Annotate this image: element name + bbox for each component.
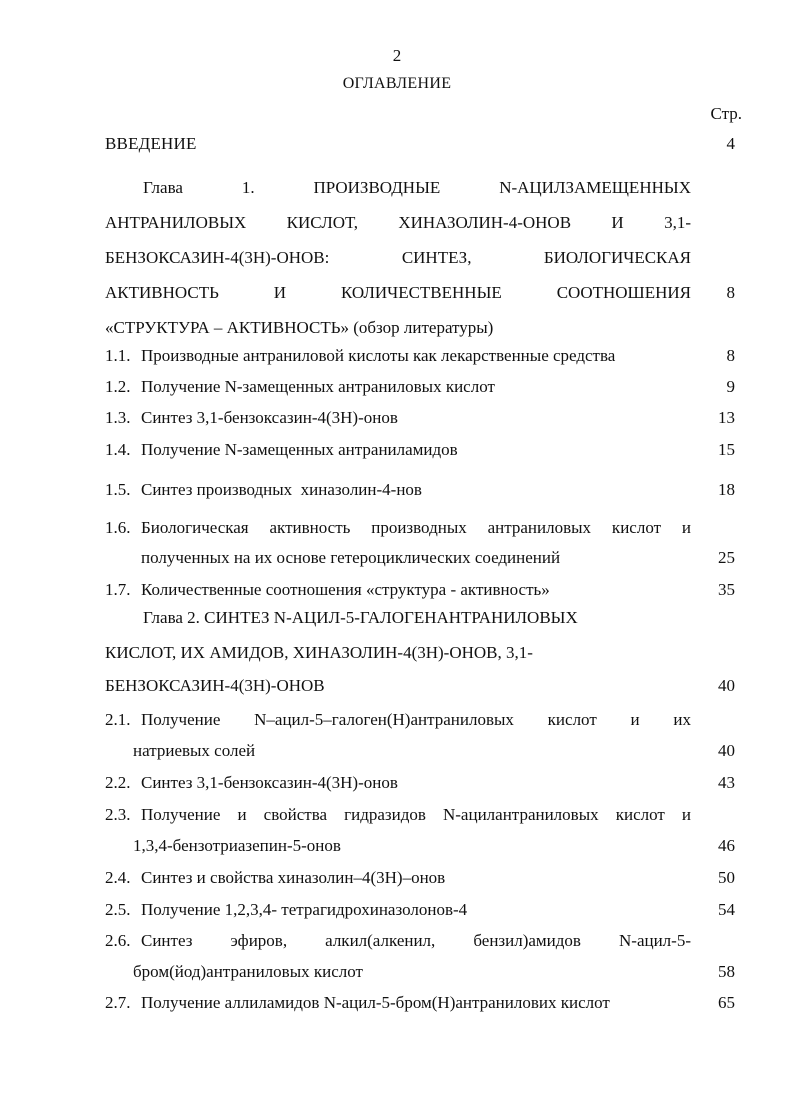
- section-title: Синтез 3,1-бензоксазин-4(3Н)-онов: [141, 773, 398, 792]
- toc-entry-page: 18: [718, 480, 735, 499]
- toc-entry-page: 13: [718, 408, 735, 427]
- word: СИНТЕЗ,: [401, 248, 472, 267]
- word: КОЛИЧЕСТВЕННЫЕ: [341, 283, 502, 302]
- toc-entry-page: 58: [718, 962, 735, 981]
- section-number: 1.6.: [105, 518, 131, 537]
- section-title: Производные антраниловой кислоты как лекарственные средства: [141, 346, 616, 365]
- toc-entry-page: 8: [726, 283, 735, 302]
- toc-entry-page: 46: [718, 836, 735, 855]
- section-title: Получение N-замещенных антраниламидов: [141, 440, 458, 459]
- section-number: 2.2.: [105, 773, 131, 792]
- word: 1.: [241, 178, 255, 197]
- word: БИОЛОГИЧЕСКАЯ: [543, 248, 691, 267]
- section-title: Получение N–ацил-5–галоген(Н)антраниловых кислот и их: [141, 710, 691, 729]
- chapter-2-line-3: БЕНЗОКСАЗИН-4(3Н)-ОНОВ: [105, 676, 325, 695]
- section-number: 1.2.: [105, 377, 131, 396]
- section-title: Получение аллиламидов N-ацил-5-бром(Н)антранилових кислот: [141, 993, 610, 1012]
- chapter-1-line-4: [105, 283, 691, 303]
- toc-entry-page: 40: [718, 676, 735, 695]
- word: И: [273, 283, 287, 302]
- section-title: Биологическая активность производных антраниловых кислот и: [141, 518, 691, 537]
- word: КИСЛОТ,: [286, 213, 358, 232]
- section-title: Синтез производных хиназолин-4-нов: [141, 480, 422, 499]
- chapter-1-line-3: [105, 248, 691, 268]
- section-number: 2.3.: [105, 805, 131, 824]
- word: АНТРАНИЛОВЫХ: [105, 213, 247, 232]
- word: ПРОИЗВОДНЫЕ: [313, 178, 441, 197]
- toc-entry-page: 43: [718, 773, 735, 792]
- section-number: 2.7.: [105, 993, 131, 1012]
- section-number: 1.7.: [105, 580, 131, 599]
- chapter-1-line-1: [143, 178, 691, 198]
- toc-entry-page: 54: [718, 900, 735, 919]
- word: БЕНЗОКСАЗИН-4(3Н)-ОНОВ:: [105, 248, 330, 267]
- section-title: Количественные соотношения «структура - активность»: [141, 580, 550, 599]
- section-title: Синтез эфиров, алкил(алкенил, бензил)амидов N-ацил-5-: [141, 931, 691, 950]
- section-title: Получение N-замещенных антраниловых кислот: [141, 377, 495, 396]
- section-number: 2.4.: [105, 868, 131, 887]
- section-number: 1.3.: [105, 408, 131, 427]
- word: 3,1-: [664, 213, 691, 232]
- section-title: Получение 1,2,3,4- тетрагидрохиназолонов-4: [141, 900, 468, 919]
- toc-entry-page: 9: [726, 377, 735, 396]
- toc-entry-page: 50: [718, 868, 735, 887]
- toc-entry-title: ВВЕДЕНИЕ: [105, 134, 197, 153]
- word: N-АЦИЛЗАМЕЩЕННЫХ: [499, 178, 691, 197]
- toc-entry-page: 40: [718, 741, 735, 760]
- toc-entry-page: 25: [718, 548, 735, 567]
- word: СООТНОШЕНИЯ: [556, 283, 691, 302]
- section-title-continued: натриевых солей: [133, 741, 256, 760]
- word: АКТИВНОСТЬ: [105, 283, 219, 302]
- toc-entry-page: 65: [718, 993, 735, 1012]
- section-title: Синтез 3,1-бензоксазин-4(3Н)-онов: [141, 408, 398, 427]
- section-title-continued: 1,3,4-бензотриазепин-5-онов: [133, 836, 341, 855]
- section-title: Синтез и свойства хиназолин–4(3Н)–онов: [141, 868, 446, 887]
- section-title-continued: полученных на их основе гетероциклических соединений: [141, 548, 561, 567]
- toc-entry-page: 35: [718, 580, 735, 599]
- section-number: 2.6.: [105, 931, 131, 950]
- toc-entry-page: 4: [726, 134, 735, 153]
- word: ХИНАЗОЛИН-4-ОНОВ: [398, 213, 572, 232]
- toc-entry-page: 15: [718, 440, 735, 459]
- page-column-label: Стр.: [710, 104, 742, 123]
- section-title-continued: бром(йод)антраниловых кислот: [133, 962, 363, 981]
- section-title: Получение и свойства гидразидов N-ацилантраниловых кислот и: [141, 805, 691, 824]
- page-number: 2: [392, 46, 402, 65]
- chapter-2-line-1: Глава 2. СИНТЕЗ N-АЦИЛ-5-ГАЛОГЕНАНТРАНИЛОВЫХ: [143, 608, 578, 627]
- section-number: 2.5.: [105, 900, 131, 919]
- word: Глава: [143, 178, 183, 197]
- section-number: 2.1.: [105, 710, 131, 729]
- chapter-1-line-2: [105, 213, 691, 233]
- chapter-1-line-5: «СТРУКТУРА – АКТИВНОСТЬ» (обзор литературы): [105, 318, 494, 337]
- section-number: 1.5.: [105, 480, 131, 499]
- contents-title: ОГЛАВЛЕНИЕ: [342, 75, 452, 92]
- section-number: 1.1.: [105, 346, 131, 365]
- toc-entry-page: 8: [726, 346, 735, 365]
- chapter-2-line-2: КИСЛОТ, ИХ АМИДОВ, ХИНАЗОЛИН-4(3Н)-ОНОВ, 3,1-: [105, 643, 533, 662]
- word: И: [611, 213, 624, 232]
- section-number: 1.4.: [105, 440, 131, 459]
